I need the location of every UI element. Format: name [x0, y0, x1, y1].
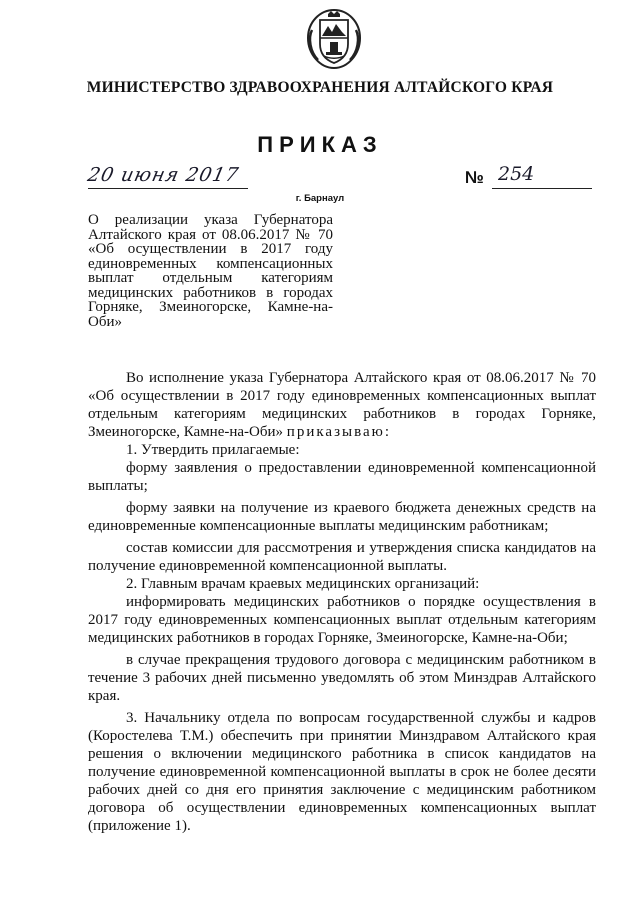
- item-1a: форму заявления о предоставлении единовременной компенсационной выплаты;: [88, 460, 596, 494]
- item-2: 2. Главным врачам краевых медицинских организаций:: [126, 576, 480, 592]
- item-1c: состав комиссии для рассмотрения и утверждения списка кандидатов на получение единовременной компенсационной выплаты.: [88, 540, 596, 574]
- order-body: [88, 369, 596, 835]
- intro-paragraph: [88, 369, 596, 441]
- date-underline: [88, 188, 248, 189]
- order-number: 254: [498, 163, 535, 185]
- number-underline: [492, 188, 592, 189]
- order-number-label: №: [465, 168, 484, 187]
- item-3: 3. Начальнику отдела по вопросам государственной службы и кадров (Коростелева Т.М.) обеспечить при принятии Минздравом Алтайского края решения о включении медицинского работника в список кандидатов на получение единовременной компенсационной выплаты в срок не более десяти рабочих дней со дня его принятия заключение с медицинским работником договора об осуществлении единовременных компенсационных выплат (приложение 1).: [88, 710, 596, 834]
- item-2a: информировать медицинских работников о порядке осуществления в 2017 году единовременных компенсационных выплат отдельным категориям медицинских работников в городах Горняке, Змеиногорске, Камне-на-Оби;: [88, 594, 596, 646]
- intro-text: Во исполнение указа Губернатора Алтайского края от 08.06.2017 № 70 «Об осуществлении в 2017 году единовременных компенсационных выплат отдельным категориям медицинских работников в городах Горняке, Змеиногорске, Камне-на-Оби»: [88, 370, 596, 440]
- item-2b: в случае прекращения трудового договора с медицинским работником в течение 3 рабочих дней письменно уведомлять об этом Минздрав Алтайского края.: [88, 652, 596, 704]
- decree-word: приказываю:: [286, 424, 391, 440]
- order-date: 20 июня 2017: [85, 164, 242, 186]
- ministry-name: МИНИСТЕРСТВО ЗДРАВООХРАНЕНИЯ АЛТАЙСКОГО КРАЯ: [86, 79, 554, 96]
- item-1: 1. Утвердить прилагаемые:: [126, 442, 300, 458]
- order-title: ПРИКАЗ: [257, 132, 383, 157]
- item-1b: форму заявки на получение из краевого бюджета денежных средств на единовременные компенсационные выплаты медицинским работникам;: [88, 500, 596, 534]
- city: г. Барнаул: [295, 193, 345, 204]
- coat-of-arms-icon: [304, 8, 364, 70]
- order-subject: О реализации указа Губернатора Алтайского края от 08.06.2017 № 70 «Об осуществлении в 2017 году единовременных компенсационных выплат отдельным категориям медицинских работников в городах Горняке, Змеиногорске, Камне-на-Оби»: [88, 212, 333, 330]
